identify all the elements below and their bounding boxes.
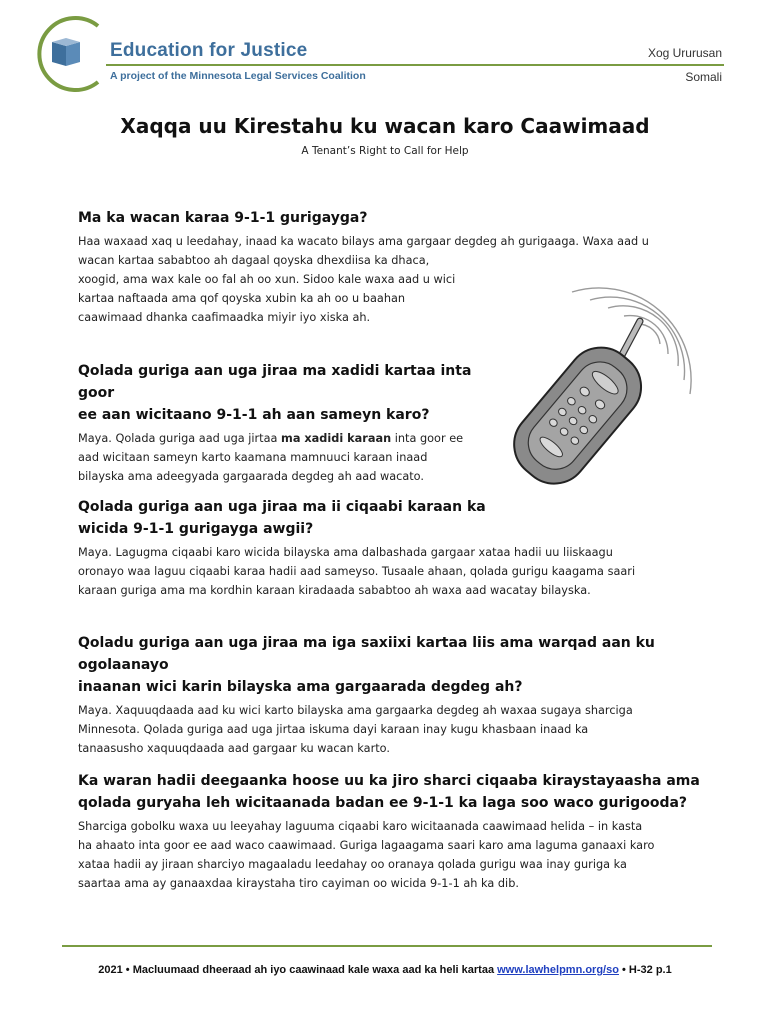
- section-body: Haa waxaad xaq u leedahay, inaad ka wacato bilays ama gargaar degdeg ah gurigaaga. Waxa aad u wacan kartaa sababtoo ah dagaal qoyska dhexdiisa ka dhaca, xoogid, ama wax kale oo fal ah oo xun. Sidoo kale waxa aad u wici kartaa naftaada ama qof qoyska xubin ka ah oo u baahan caawimaad dhanka caafimaadka miyir iyo xiska ah.: [78, 235, 649, 324]
- page-title: Xaqqa uu Kirestahu ku wacan karo Caawimaad: [120, 114, 650, 138]
- section-sign-waiver: [78, 632, 703, 758]
- section-body: Maya. Xaquuqdaada aad ku wici karto bilayska ama gargaarka degdeg ah waxaa sugaya sharciga Minnesota. Qolada guriga aad uga jirtaa iskuma dayi karaan inay kugu khasbaan inaad ka tanaasusho xaquuqdaada aad gargaar ku wacan karto.: [78, 704, 633, 755]
- page-subtitle: A Tenant’s Right to Call for Help: [301, 145, 469, 157]
- footer-rule: [62, 945, 712, 947]
- page-header: [0, 0, 770, 100]
- section-heading: Qoladu guriga aan uga jiraa ma iga saxiixi kartaa liis ama warqad aan ku ogolaanayo inaanan wici karin bilayska ama gargaarada degdeg ah?: [78, 635, 655, 695]
- section-penalty: [78, 496, 678, 600]
- section-heading: Ma ka wacan karaa 9-1-1 gurigayga?: [78, 210, 368, 226]
- section-local-law: [78, 770, 703, 893]
- org-tagline: A project of the Minnesota Legal Services Coalition: [110, 70, 366, 82]
- section-body: Maya. Qolada guriga aad uga jirtaa ma xadidi karaan inta goor ee aad wicitaan sameyn karto kaamana mamnuuci karaan inaad bilayska ama adeegyada gargaarada degdeg ah aad wacato.: [78, 432, 464, 483]
- section-heading: Qolada guriga aan uga jiraa ma ii ciqaabi karaan ka wicida 9-1-1 gurigayga awgii?: [78, 499, 486, 537]
- page-footer: 2021 • Macluumaad dheeraad ah iyo caawinaad kale waxa aad ka heli kartaa www.lawhelpmn.org/so • H-32 p.1: [98, 964, 672, 976]
- org-name: Education for Justice: [110, 40, 308, 61]
- section-limit-calls: [78, 360, 488, 486]
- lawhelp-link[interactable]: www.lawhelpmn.org/so: [497, 964, 619, 976]
- book-icon: [52, 38, 80, 66]
- section-heading: Ka waran hadii deegaanka hoose uu ka jiro sharci ciqaaba kiraystayaasha ama qolada guryaha leh wicitaanada badan ee 9-1-1 ka laga soo waco gurigooda?: [78, 773, 700, 811]
- header-rule: [106, 64, 724, 66]
- section-body: Maya. Lagugma ciqaabi karo wicida bilayska ama dalbashada gargaar xataa hadii uu liiskaagu oronayo waa laguu ciqaabi karaa hadii aad sameyso. Tusaale ahaan, qolada gurigu kaagama saari karaan guriga ama ma kordhin karaan kiradaada sababtoo ah waxa aad wacatay bilayska.: [78, 546, 636, 597]
- education-for-justice-logo: [26, 14, 106, 94]
- language-label: Somali: [685, 70, 722, 84]
- section-body: Sharciga gobolku waxa uu leeyahay laguuma ciqaabi karo wicitaanada caawimaad helida – in kasta ha ahaato inta goor ee aad waco caawimaad. Guriga lagaagama saari karo ama laguma ganaaxi karo xataa hadii ay jiraan sharciyo magaaladu leedahay oo oranaya qolada gurigu waa inay guriga ka saartaa ama ay ganaaxdaa kiraystaha tiro cayiman oo wicida 9-1-1 ah ka dib.: [78, 820, 655, 890]
- emphasis-text: ma xadidi karaan: [281, 432, 392, 445]
- series-label: Xog Ururusan: [647, 46, 722, 60]
- cell-phone-icon: [478, 262, 700, 492]
- section-heading: Qolada guriga aan uga jiraa ma xadidi kartaa inta goor ee aan wicitaano 9-1-1 ah aan sameyn karo?: [78, 363, 472, 423]
